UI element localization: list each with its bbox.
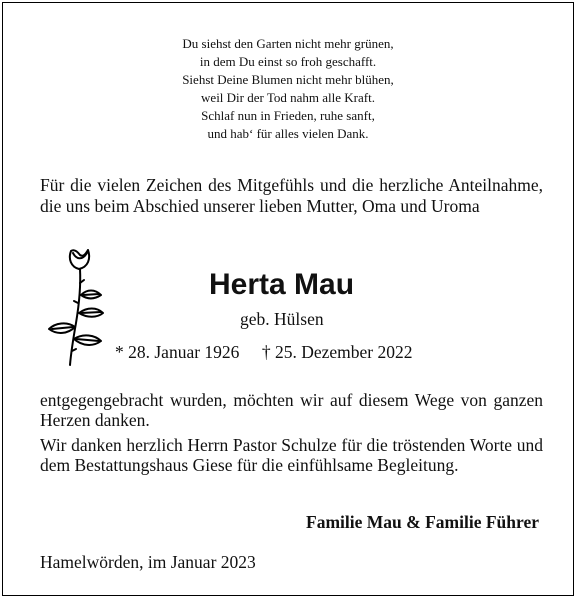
- birth-date: * 28. Januar 1926: [115, 342, 240, 362]
- obituary-notice: [2, 2, 574, 596]
- rose-icon: [43, 243, 113, 368]
- death-date: † 25. Dezember 2022: [261, 342, 413, 362]
- poem-line: und hab‘ für alles vielen Dank.: [207, 126, 369, 141]
- birth-name: geb. Hülsen: [240, 309, 324, 329]
- signature: Familie Mau & Familie Führer: [306, 512, 539, 532]
- intro-text: Für die vielen Zeichen des Mitgefühls und die herzliche Anteilnahme, die uns beim Abschied unserer lieben Mutter, Oma und Uroma: [40, 175, 543, 216]
- poem-line: in dem Du einst so froh geschafft.: [199, 54, 377, 69]
- thanks-text: Wir danken herzlich Herrn Pastor Schulze für die tröstenden Worte und dem Bestattungshaus Giese für die einfühlsame Begleitung.: [40, 435, 543, 475]
- poem-line: Siehst Deine Blumen nicht mehr blühen,: [182, 72, 394, 87]
- poem-line: Schlaf nun in Frieden, ruhe sanft,: [201, 108, 375, 123]
- deceased-name: Herta Mau: [209, 268, 355, 301]
- poem: [3, 35, 573, 143]
- poem-line: Du siehst den Garten nicht mehr grünen,: [182, 36, 394, 51]
- life-dates: [115, 342, 430, 363]
- poem-line: weil Dir der Tod nahm alle Kraft.: [201, 90, 375, 105]
- gratitude-text: entgegengebracht wurden, möchten wir auf diesem Wege von ganzen Herzen danken.: [40, 390, 543, 430]
- place-date: Hamelwörden, im Januar 2023: [40, 552, 256, 572]
